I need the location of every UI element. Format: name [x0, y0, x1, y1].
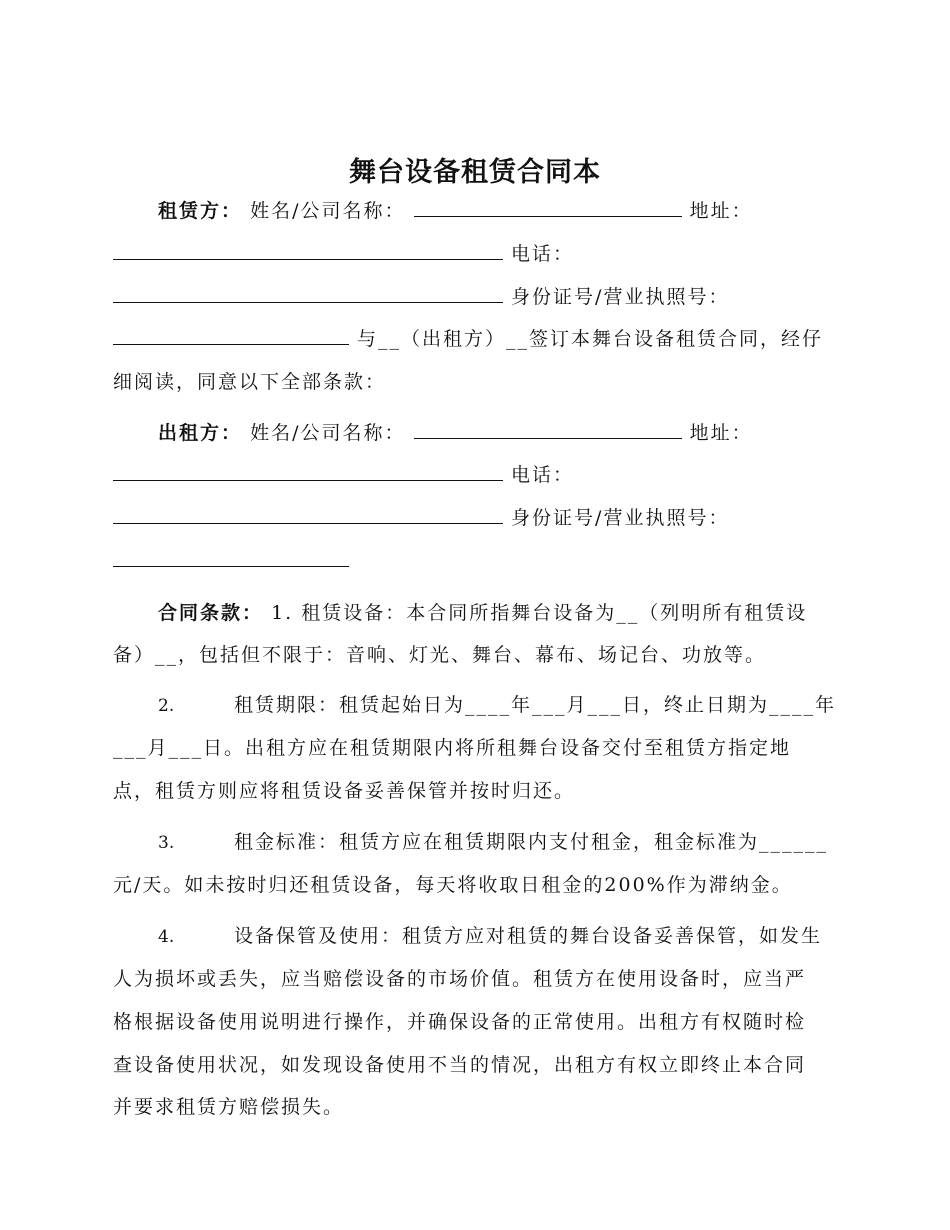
term-2-number: 2. — [158, 696, 175, 716]
lessee-id-line — [113, 326, 823, 352]
lessor-phone-line — [113, 505, 729, 531]
lessor-phone-field[interactable] — [113, 505, 503, 524]
term-4-number: 4. — [158, 927, 175, 947]
lessor-label: 出租方： — [158, 422, 243, 444]
term-4-line-3: 格根据设备使用说明进行操作，并确保设备的正常使用。出租方有权随时检 — [113, 1011, 807, 1033]
term-2-line-2: ___月___日。出租方应在租赁期限内将所租舞台设备交付至租赁方指定地 — [113, 737, 792, 759]
term-4-line-2: 人为损坏或丢失，应当赔偿设备的市场价值。租赁方在使用设备时，应当严 — [113, 968, 807, 990]
lessee-name-line — [158, 198, 753, 224]
terms-label: 合同条款： — [158, 602, 264, 624]
lessee-name-label: 姓名/公司名称： — [250, 200, 406, 222]
lessor-id-label: 身份证号/营业执照号： — [511, 507, 730, 529]
term-1-line-2: 备）__，包括但不限于：音响、灯光、舞台、幕布、场记台、功放等。 — [113, 644, 767, 666]
term-1-text: 1. 租赁设备：本合同所指舞台设备为__（列明所有租赁设 — [271, 602, 808, 624]
lessee-address-line — [113, 241, 574, 267]
term-4-line-5: 并要求租赁方赔偿损失。 — [113, 1096, 345, 1118]
lessee-phone-field[interactable] — [113, 284, 503, 303]
lessee-phone-line — [113, 284, 729, 310]
term-4-text: 设备保管及使用：租赁方应对租赁的舞台设备妥善保管，如发生 — [234, 925, 823, 947]
term-3-text: 租金标准：租赁方应在租赁期限内支付租金，租金标准为______ — [234, 831, 829, 853]
lessor-name-line — [158, 420, 753, 446]
lessor-id-field[interactable] — [113, 548, 349, 567]
term-2-line-1 — [158, 692, 836, 718]
page-title: 舞台设备租赁合同本 — [349, 157, 601, 188]
lessor-id-line — [113, 548, 349, 574]
lessor-phone-label: 电话： — [511, 464, 575, 486]
term-3-number: 3. — [158, 833, 175, 853]
lessor-address-line — [113, 462, 574, 488]
lessee-address-field[interactable] — [113, 241, 503, 260]
lessor-name-label: 姓名/公司名称： — [250, 422, 406, 444]
term-4-line-1 — [158, 923, 822, 949]
lessor-address-field[interactable] — [113, 462, 503, 481]
term-2-line-3: 点，租赁方则应将租赁设备妥善保管并按时归还。 — [113, 780, 576, 802]
lessor-address-label: 地址： — [689, 422, 753, 444]
term-3-line-1 — [158, 829, 828, 855]
lessor-name-field[interactable] — [414, 420, 682, 439]
term-3-line-2: 元/天。如未按时归还租赁设备，每天将收取日租金的200%作为滞纳金。 — [113, 874, 793, 896]
lessee-agree-line: 细阅读，同意以下全部条款： — [113, 371, 387, 393]
term-1-line-1 — [158, 600, 807, 626]
lessee-label: 租赁方： — [158, 200, 243, 222]
lessee-id-field[interactable] — [113, 326, 349, 345]
term-4-line-4: 查设备使用状况，如发现设备使用不当的情况，出租方有权立即终止本合同 — [113, 1054, 807, 1076]
lessee-name-field[interactable] — [414, 198, 682, 217]
lessee-address-label: 地址： — [689, 200, 753, 222]
lessee-id-label: 身份证号/营业执照号： — [511, 286, 730, 308]
lessee-phone-label: 电话： — [511, 243, 575, 265]
lessee-with-text: 与__（出租方）__签订本舞台设备租赁合同，经仔 — [357, 328, 824, 350]
term-2-text: 租赁期限：租赁起始日为____年___月___日，终止日期为____年 — [234, 694, 837, 716]
